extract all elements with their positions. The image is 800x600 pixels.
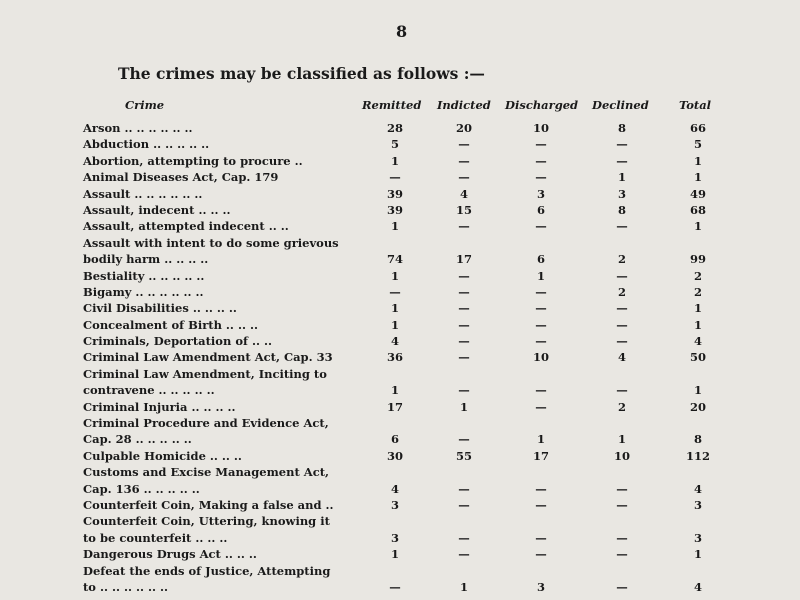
indicted-cell: — [458,170,470,185]
total-cell: 3 [693,530,702,545]
table-header [0,98,800,118]
crime-name: Concealment of Birth .. .. .. [83,317,258,332]
declined-cell: — [616,268,628,283]
crime-name: Criminal Law Amendment Act, Cap. 33 [83,350,333,365]
table-row [0,564,800,580]
crime-name: Civil Disabilities .. .. .. .. [83,301,237,316]
crime-name: Bigamy .. .. .. .. .. .. [83,284,204,299]
remitted-cell: 1 [390,268,399,283]
crime-name: bodily harm .. .. .. .. [83,252,209,267]
crime-name: Defeat the ends of Justice, Attempting [83,563,331,578]
discharged-cell: — [535,334,547,349]
remitted-cell: — [389,170,401,185]
discharged-cell: — [535,317,547,332]
remitted-cell: 4 [390,481,399,496]
crime-name: Assault, indecent .. .. .. [83,202,231,217]
indicted-cell: 15 [455,202,472,217]
remitted-cell: — [389,579,401,594]
remitted-cell: 39 [386,186,403,201]
remitted-cell: 5 [390,137,399,152]
declined-cell: — [616,530,628,545]
crime-name: Assault, attempted indecent .. .. [83,219,289,234]
discharged-cell: 1 [536,432,545,447]
discharged-cell: 6 [536,202,545,217]
declined-cell: — [616,153,628,168]
table-row [0,252,800,268]
intro-heading: The crimes may be classified as follows :— [118,64,485,83]
table-row [0,236,800,252]
table-row [0,170,800,186]
table-row [0,449,800,465]
indicted-cell: — [458,219,470,234]
table-row [0,334,800,350]
declined-cell: — [616,481,628,496]
total-cell: 2 [693,284,702,299]
crime-name: Arson .. .. .. .. .. .. [83,121,193,135]
crime-name: Cap. 136 .. .. .. .. .. [83,481,200,496]
indicted-cell: — [458,497,470,512]
indicted-cell: 4 [459,186,468,201]
total-cell: 50 [689,350,706,365]
discharged-cell: 10 [532,121,549,135]
discharged-cell: 6 [536,252,545,267]
total-cell: 49 [689,186,706,201]
remitted-cell: 39 [386,202,403,217]
table-row [0,465,800,481]
indicted-cell: 1 [459,399,468,414]
total-cell: 20 [689,399,706,414]
declined-cell: — [616,137,628,152]
discharged-cell: — [535,170,547,185]
indicted-cell: — [458,301,470,316]
remitted-cell: 17 [386,399,403,414]
table-row [0,203,800,219]
table-row [0,432,800,448]
total-cell: 1 [693,170,702,185]
remitted-cell: 1 [390,301,399,316]
remitted-cell: 6 [390,432,399,447]
table-row [0,367,800,383]
indicted-cell: 1 [459,579,468,594]
indicted-cell: — [458,530,470,545]
remitted-cell: 1 [390,317,399,332]
remitted-cell: 1 [390,219,399,234]
declined-cell: — [616,579,628,594]
crime-name: Cap. 28 .. .. .. .. .. [83,432,192,447]
crime-name: Abduction .. .. .. .. .. [83,137,210,152]
table-row [0,383,800,399]
crime-name: Criminal Injuria .. .. .. .. [83,399,236,414]
table-row [0,121,800,137]
declined-cell: 2 [617,399,626,414]
crime-name: Assault with intent to do some grievous [83,235,339,250]
discharged-cell: 17 [532,448,549,463]
discharged-cell: — [535,137,547,152]
indicted-cell: — [458,317,470,332]
discharged-cell: — [535,481,547,496]
declined-cell: 3 [617,186,626,201]
table-row [0,318,800,334]
remitted-cell: 3 [390,497,399,512]
table-row [0,580,800,596]
crime-name: Abortion, attempting to procure .. [83,153,303,168]
table-row [0,547,800,563]
remitted-cell: 4 [390,334,399,349]
remitted-cell: 1 [390,153,399,168]
total-cell: 1 [693,301,702,316]
indicted-cell: 55 [455,448,472,463]
table-row [0,285,800,301]
discharged-cell: — [535,399,547,414]
remitted-cell: 1 [390,547,399,562]
declined-cell: 4 [617,350,626,365]
declined-cell: 1 [617,432,626,447]
total-cell: 1 [693,547,702,562]
crime-table [0,121,800,596]
crime-name: Assault .. .. .. .. .. .. [83,186,203,201]
declined-cell: — [616,497,628,512]
indicted-cell: — [458,432,470,447]
table-row [0,416,800,432]
declined-cell: — [616,334,628,349]
remitted-cell: 1 [390,383,399,398]
discharged-cell: — [535,383,547,398]
declined-cell: — [616,301,628,316]
declined-cell: 2 [617,284,626,299]
table-row [0,400,800,416]
total-cell: 2 [693,268,702,283]
crime-name: to .. .. .. .. .. .. [83,579,169,594]
declined-cell: 8 [617,202,626,217]
header-crime: Crime [125,98,165,112]
total-cell: 1 [693,153,702,168]
total-cell: 112 [685,448,710,463]
discharged-cell: — [535,284,547,299]
table-row [0,301,800,317]
indicted-cell: 17 [455,252,472,267]
indicted-cell: 20 [455,121,472,135]
declined-cell: 1 [617,170,626,185]
crime-name: Animal Diseases Act, Cap. 179 [83,170,279,185]
declined-cell: — [616,547,628,562]
indicted-cell: — [458,383,470,398]
crime-name: Dangerous Drugs Act .. .. .. [83,547,257,562]
table-row [0,269,800,285]
remitted-cell: 74 [386,252,403,267]
indicted-cell: — [458,481,470,496]
crime-name: Counterfeit Coin, Making a false and .. [83,497,334,512]
discharged-cell: 10 [532,350,549,365]
total-cell: 68 [689,202,706,217]
header-indicted: Indicted [437,98,491,112]
declined-cell: — [616,219,628,234]
table-row [0,219,800,235]
remitted-cell: 3 [390,530,399,545]
discharged-cell: 3 [536,579,545,594]
indicted-cell: — [458,268,470,283]
table-row [0,514,800,530]
declined-cell: — [616,317,628,332]
total-cell: 3 [693,497,702,512]
discharged-cell: — [535,497,547,512]
table-row [0,531,800,547]
total-cell: 5 [693,137,702,152]
header-remitted: Remitted [362,98,422,112]
crime-name: Criminals, Deportation of .. .. [83,334,272,349]
remitted-cell: — [389,284,401,299]
total-cell: 8 [693,432,702,447]
indicted-cell: — [458,284,470,299]
table-row [0,482,800,498]
remitted-cell: 36 [386,350,403,365]
indicted-cell: — [458,153,470,168]
total-cell: 4 [693,334,702,349]
table-row [0,498,800,514]
crime-name: Counterfeit Coin, Uttering, knowing it [83,514,330,529]
crime-name: Culpable Homicide .. .. .. [83,448,242,463]
discharged-cell: — [535,153,547,168]
discharged-cell: — [535,219,547,234]
crime-name: Customs and Excise Management Act, [83,465,330,480]
total-cell: 4 [693,481,702,496]
table-row [0,350,800,366]
indicted-cell: — [458,547,470,562]
discharged-cell: — [535,530,547,545]
declined-cell: 2 [617,252,626,267]
indicted-cell: — [458,334,470,349]
total-cell: 1 [693,317,702,332]
table-row [0,137,800,153]
discharged-cell: — [535,301,547,316]
crime-name: to be counterfeit .. .. .. [83,530,228,545]
crime-name: Criminal Law Amendment, Inciting to [83,366,327,381]
discharged-cell: 3 [536,186,545,201]
table-row [0,154,800,170]
remitted-cell: 30 [386,448,403,463]
total-cell: 1 [693,383,702,398]
declined-cell: 10 [613,448,630,463]
header-discharged: Discharged [505,98,579,112]
discharged-cell: — [535,547,547,562]
indicted-cell: — [458,137,470,152]
header-declined: Declined [592,98,649,112]
discharged-cell: 1 [536,268,545,283]
remitted-cell: 28 [386,121,403,135]
total-cell: 66 [689,121,706,135]
declined-cell: — [616,383,628,398]
crime-name: Criminal Procedure and Evidence Act, [83,416,329,431]
declined-cell: 8 [617,121,626,135]
total-cell: 99 [689,252,706,267]
crime-name: contravene .. .. .. .. .. [83,383,215,398]
header-total: Total [679,98,712,112]
crime-name: Bestiality .. .. .. .. .. [83,268,205,283]
page-number: 8 [396,22,408,41]
table-row [0,187,800,203]
indicted-cell: — [458,350,470,365]
total-cell: 4 [693,579,702,594]
total-cell: 1 [693,219,702,234]
